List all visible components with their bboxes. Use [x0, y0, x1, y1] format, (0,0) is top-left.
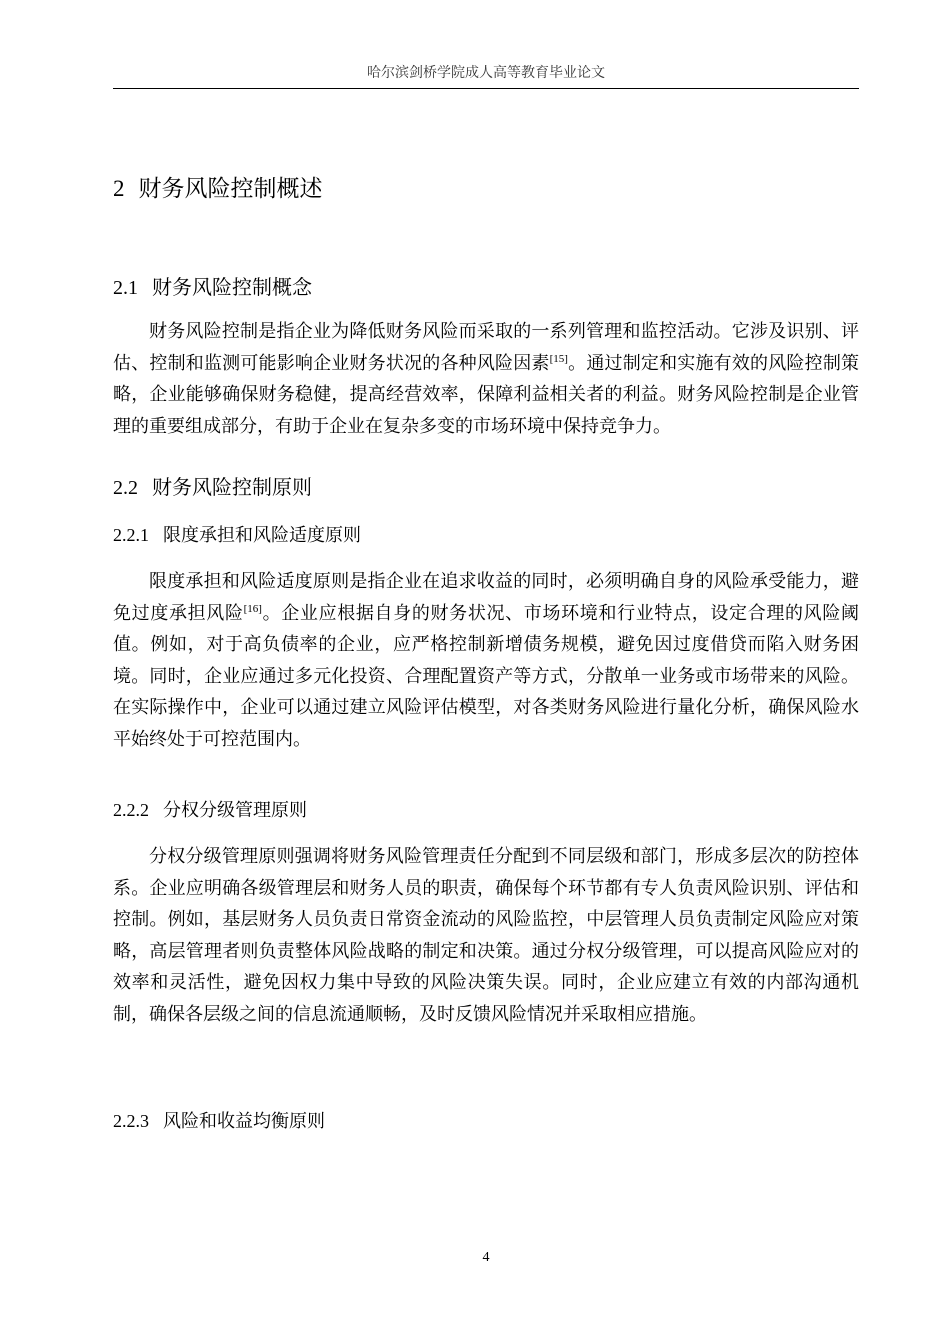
chapter-number: 2 [113, 176, 125, 201]
section-number: 2.1 [113, 277, 138, 299]
paragraph-text: 分权分级管理原则强调将财务风险管理责任分配到不同层级和部门，形成多层次的防控体系。企业应明确各级管理层和财务人员的职责，确保每个环节都有专人负责风险识别、评估和控制。例如，基层财务人员负责日常资金流动的风险监控，中层管理人员负责制定风险应对策略，高层管理者则负责整体风险战略的制定和决策。通过分权分级管理，可以提高风险应对的效率和灵活性，避免因权力集中导致的风险决策失误。同时，企业应建立有效的内部沟通机制，确保各层级之间的信息流通顺畅，及时反馈风险情况并采取相应措施。 [113, 846, 859, 1025]
section-title: 财务风险控制原则 [152, 475, 312, 499]
section-heading-2-1 [113, 272, 859, 303]
paragraph-2-2-1 [113, 566, 859, 755]
section-title: 财务风险控制概念 [152, 275, 312, 299]
paragraph-text: 。通过制定和实施有效的风险控制策略，企业能够确保财务稳健，提高经营效率，保障利益相关者的利益。财务风险控制是企业管理的重要组成部分，有助于企业在复杂多变的市场环境中保持竞争力。 [113, 352, 860, 437]
subsection-heading-2-2-2 [113, 796, 859, 825]
page-number: 4 [482, 1250, 490, 1265]
subsection-title: 限度承担和风险适度原则 [163, 525, 361, 546]
paragraph-text: 限度承担和风险适度原则是指企业在追求收益的同时，必须明确自身的风险承受能力，避免过度承担风险 [113, 571, 859, 624]
section-heading-2-2 [113, 472, 859, 503]
header-rule [113, 88, 859, 89]
subsection-heading-2-2-1 [113, 521, 859, 550]
subsection-number: 2.2.2 [113, 800, 149, 820]
citation-ref: [16] [243, 602, 262, 615]
running-header: 哈尔滨剑桥学院成人高等教育毕业论文 [367, 65, 605, 81]
subsection-number: 2.2.1 [113, 525, 149, 545]
subsection-title: 风险和收益均衡原则 [163, 1111, 325, 1132]
chapter-title: 财务风险控制概述 [138, 176, 323, 202]
chapter-heading [113, 172, 859, 206]
subsection-heading-2-2-3 [113, 1107, 859, 1136]
citation-ref: [15] [549, 352, 568, 365]
paragraph-text: 。企业应根据自身的财务状况、市场环境和行业特点，设定合理的风险阈值。例如，对于高负债率的企业，应严格控制新增债务规模，避免因过度借贷而陷入财务困境。同时，企业应通过多元化投资、合理配置资产等方式，分散单一业务或市场带来的风险。在实际操作中，企业可以通过建立风险评估模型，对各类财务风险进行量化分析，确保风险水平始终处于可控范围内。 [113, 602, 859, 750]
paragraph-2-1 [113, 316, 859, 442]
paragraph-text: 财务风险控制是指企业为降低财务风险而采取的一系列管理和监控活动。它涉及识别、评估、控制和监测可能影响企业财务状况的各种风险因素 [113, 321, 859, 374]
paragraph-2-2-2 [113, 841, 859, 1030]
section-number: 2.2 [113, 477, 138, 499]
subsection-title: 分权分级管理原则 [163, 800, 307, 821]
subsection-number: 2.2.3 [113, 1111, 149, 1131]
